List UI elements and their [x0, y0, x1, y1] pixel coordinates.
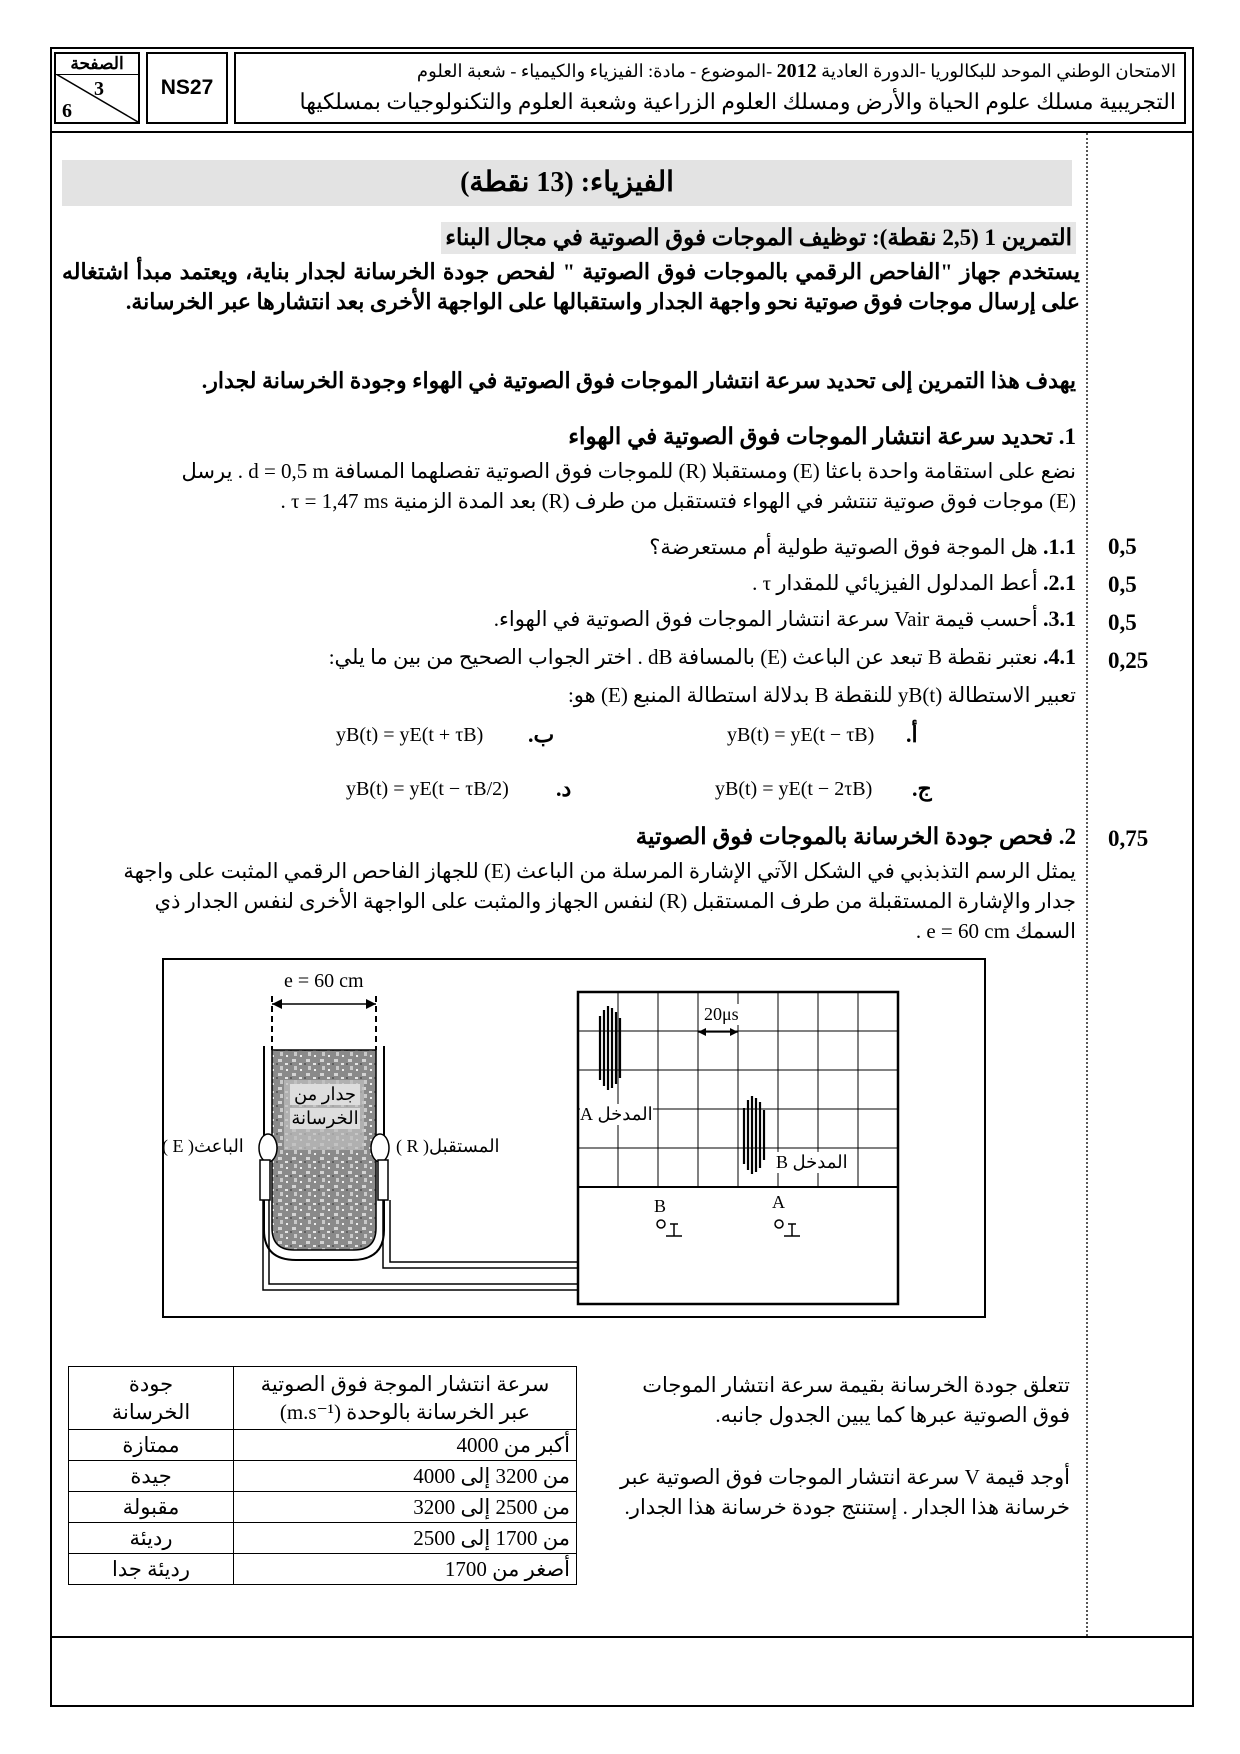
concrete-quality-table [68, 1366, 577, 1585]
page-label: الصفحة [56, 54, 138, 75]
question-number: 4.1. [1043, 644, 1076, 669]
thickness-marker [272, 996, 376, 1050]
question-2-1 [752, 568, 1076, 598]
mark-q4-1: 0,25 [1108, 648, 1149, 673]
physics-section-title: الفيزياء: (13 نقطة) [62, 160, 1072, 206]
question-text: نعتبر نقطة B تبعد عن الباعث (E) بالمسافة dB . اختر الجواب الصحيح من بين ما يلي: [328, 645, 1038, 669]
question-4-1-subtext: تعبير الاستطالة yB(t) للنقطة B بدلالة استطالة المنبع (E) هو: [567, 683, 1076, 707]
question-3-1 [494, 604, 1076, 634]
mark-q3-1: 0,5 [1108, 610, 1137, 635]
header-quality [69, 1367, 234, 1430]
header-quality-line2: الخرسانة [111, 1400, 191, 1424]
exam-title-part-b: -الموضوع - مادة: الفيزياء والكيمياء - شعبة العلوم [416, 61, 773, 81]
option-d-equation: yB(t) = yE(t − τB/2) [346, 778, 509, 800]
quality-cell: مقبولة [69, 1492, 234, 1523]
header-speed-line2: عبر الخرسانة بالوحدة (m.s⁻¹) [279, 1400, 531, 1424]
question-text: أحسب قيمة Vair سرعة انتشار الموجات فوق الصوتية في الهواء. [493, 607, 1038, 631]
page-total: 6 [62, 100, 72, 122]
receiver-label: المستقبل( R ) [396, 1136, 500, 1156]
exercise-title: التمرين 1 (2,5 نقطة): توظيف الموجات فوق الصوتية في مجال البناء [441, 222, 1076, 254]
table-header-row [69, 1367, 577, 1430]
quality-explanation-text: تتعلق جودة الخرسانة بقيمة سرعة انتشار الموجات فوق الصوتية عبرها كما يبين الجدول جانبه. [642, 1373, 1070, 1427]
option-a-equation: yB(t) = yE(t − τB) [727, 724, 875, 746]
option-c-label: ج. [912, 776, 932, 801]
option-a-label: أ. [906, 722, 918, 747]
option-b-label: ب. [528, 722, 555, 747]
mark-q2-1: 0,5 [1108, 572, 1137, 597]
header-quality-line1: جودة [128, 1372, 174, 1396]
page-number-box [54, 52, 140, 124]
wall-label-line2: الخرسانة [291, 1108, 359, 1128]
part1-description [58, 456, 1076, 516]
quality-question-text: أوجد قيمة V سرعة انتشار الموجات فوق الصوتية عبر خرسانة هذا الجدار . إستنتج جودة خرسانة هذا الجدار. [620, 1465, 1070, 1519]
page-current: 3 [94, 78, 104, 100]
quality-cell: جيدة [69, 1461, 234, 1492]
table-row [69, 1461, 577, 1492]
part2-line1: يمثل الرسم التذبذبي في الشكل الآتي الإشارة المرسلة من الباعث (E) للجهاز الفاحص الرقمي المثبت على واجهة [123, 859, 1076, 883]
exam-title-box [234, 52, 1186, 124]
option-b-equation: yB(t) = yE(t + τB) [336, 724, 484, 746]
exercise-aim: يهدف هذا التمرين إلى تحديد سرعة انتشار الموجات فوق الصوتية في الهواء وجودة الخرسانة لجدار. [201, 368, 1076, 393]
time-scale-label: 20μs [704, 1004, 739, 1024]
exam-title-part-a: الامتحان الوطني الموحد للبكالوريا -الدورة العادية [821, 61, 1176, 81]
mark-q1-1: 0,5 [1108, 534, 1137, 559]
speed-cell: من 3200 إلى 4000 [234, 1461, 577, 1492]
exam-title-line2: التجريبية مسلك علوم الحياة والأرض ومسلك العلوم الزراعية وشعبة العلوم والتكنولوجيات بمسلكيها [299, 89, 1176, 114]
input-b-label: المدخل B [776, 1152, 848, 1172]
question-4-1 [329, 642, 1076, 672]
table-row [69, 1554, 577, 1585]
part2-title: 2. فحص جودة الخرسانة بالموجات فوق الصوتية [635, 824, 1076, 849]
terminal-b-label: B [654, 1196, 667, 1216]
speed-cell: من 1700 إلى 2500 [234, 1523, 577, 1554]
question-1-1 [649, 532, 1076, 562]
exercise-intro-text: يستخدم جهاز "الفاحص الرقمي بالموجات فوق الصوتية " لفحص جودة الخرسانة لجدار بناية، ويعتمد مبدأ اشتغاله على إرسال موجات فوق صوتية نحو واجهة الجدار واستقبالها على الواجهة الأخرى بعد انتشارها عبر الخرسانة. [62, 259, 1081, 314]
part2-description [58, 856, 1076, 946]
question-number: 3.1. [1043, 606, 1076, 631]
mark-part2: 0,75 [1108, 826, 1149, 851]
table-row [69, 1492, 577, 1523]
part1-line2: (E) موجات فوق صوتية تنتشر في الهواء فتستقبل من طرف (R) بعد المدة الزمنية τ = 1,47 ms . [280, 489, 1076, 513]
figure-drawing [164, 960, 984, 1316]
speed-cell: أصغر من 1700 [234, 1554, 577, 1585]
speed-cell: أكبر من 4000 [234, 1430, 577, 1461]
part1-title: 1. تحديد سرعة انتشار الموجات فوق الصوتية في الهواء [568, 424, 1076, 449]
emitter-label: الباعث( E ) [162, 1136, 244, 1156]
concrete-wall [264, 1046, 384, 1260]
part2-line3: السمك e = 60 cm . [915, 919, 1076, 943]
input-a-label: المدخل A [580, 1104, 653, 1124]
question-number: 1.1. [1043, 534, 1076, 559]
marks-column-divider [1086, 133, 1088, 1636]
option-d-label: د. [556, 776, 572, 801]
exercise-intro [62, 257, 1080, 317]
oscilloscope [578, 992, 898, 1304]
exam-title-line1 [244, 56, 1176, 86]
table-row [69, 1430, 577, 1461]
quality-question [610, 1462, 1070, 1522]
quality-explanation [610, 1370, 1070, 1430]
exam-code: NS27 [146, 52, 228, 124]
part2-line2: جدار والإشارة المستقبلة من طرف المستقبل (R) لنفس الجهاز والمثبت على الواجهة الأخرى لنفس الجدار ذي [154, 889, 1076, 913]
quality-cell: ممتازة [69, 1430, 234, 1461]
exam-year: 2012 [776, 60, 817, 82]
option-c-equation: yB(t) = yE(t − 2τB) [715, 778, 873, 800]
thickness-label: e = 60 cm [284, 970, 364, 992]
question-text: هل الموجة فوق الصوتية طولية أم مستعرضة؟ [649, 535, 1038, 559]
question-number: 2.1. [1043, 570, 1076, 595]
bottom-divider [50, 1636, 1194, 1638]
header-speed-line1: سرعة انتشار الموجة فوق الصوتية [260, 1372, 550, 1396]
part1-line1: نضع على استقامة واحدة باعثا (E) ومستقبلا (R) للموجات فوق الصوتية تفصلهما المسافة d = 0,5 m . يرسل [181, 459, 1076, 483]
wall-label-line1: جدار من [290, 1084, 360, 1105]
terminal-a-label: A [772, 1192, 785, 1212]
question-text: أعط المدلول الفيزيائي للمقدار τ . [752, 571, 1038, 595]
experiment-figure [162, 958, 986, 1318]
header-speed [234, 1367, 577, 1430]
table-row [69, 1523, 577, 1554]
quality-cell: رديئة [69, 1523, 234, 1554]
speed-cell: من 2500 إلى 3200 [234, 1492, 577, 1523]
quality-cell: رديئة جدا [69, 1554, 234, 1585]
